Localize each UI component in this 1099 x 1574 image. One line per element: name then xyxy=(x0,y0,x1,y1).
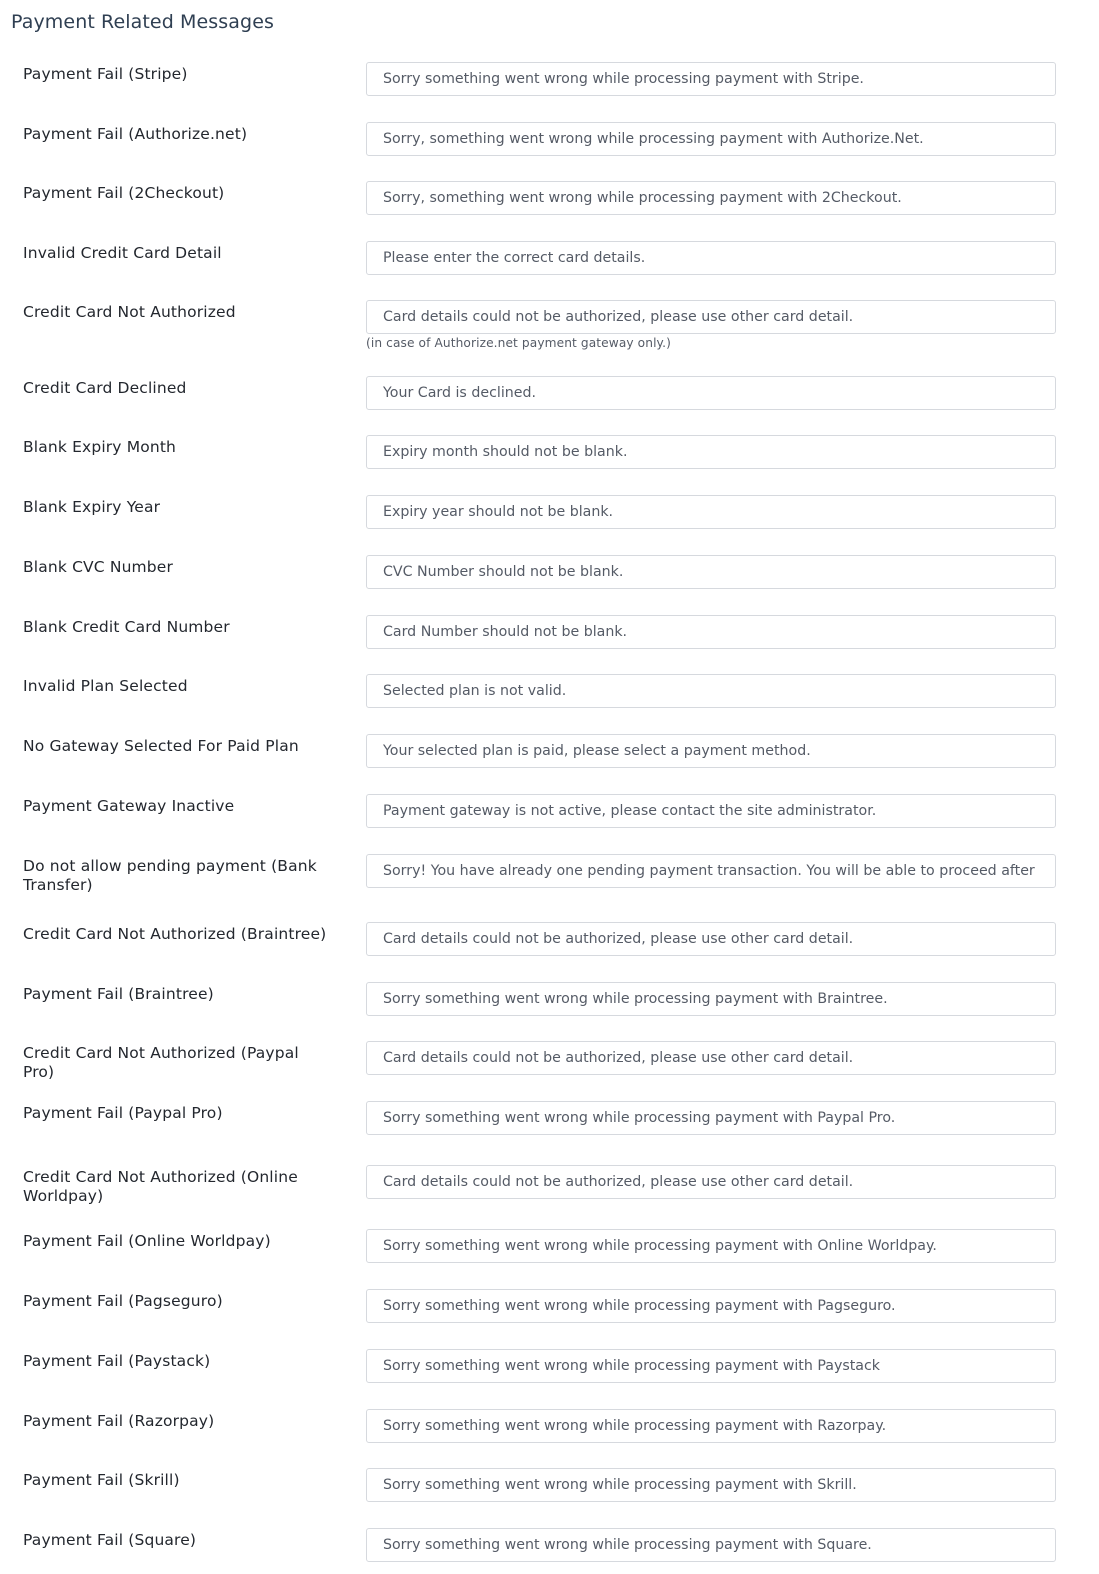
message-input-credit-card-not-authorized[interactable] xyxy=(366,300,1056,334)
message-input-payment-fail-pagseguro[interactable] xyxy=(366,1289,1056,1323)
message-input-payment-fail-razorpay[interactable] xyxy=(366,1409,1056,1443)
field-label: No Gateway Selected For Paid Plan xyxy=(23,737,299,755)
message-input-payment-fail-2checkout[interactable] xyxy=(366,181,1056,215)
message-input-payment-fail-square[interactable] xyxy=(366,1528,1056,1562)
field-label: Credit Card Not Authorized xyxy=(23,303,236,321)
field-label: Payment Fail (Paystack) xyxy=(23,1352,211,1370)
field-label: Payment Fail (Authorize.net) xyxy=(23,125,248,143)
message-input-payment-fail-stripe[interactable] xyxy=(366,62,1056,96)
field-label: Payment Fail (Pagseguro) xyxy=(23,1292,223,1310)
field-label: Credit Card Not Authorized (Paypal Pro) xyxy=(23,1044,299,1081)
message-input-invalid-credit-card-detail[interactable] xyxy=(366,241,1056,275)
message-input-payment-gateway-inactive[interactable] xyxy=(366,794,1056,828)
field-label: Payment Fail (2Checkout) xyxy=(23,184,225,202)
message-input-payment-fail-paypal-pro[interactable] xyxy=(366,1101,1056,1135)
field-label: Payment Fail (Skrill) xyxy=(23,1471,180,1489)
message-input-payment-fail-authorize-net[interactable] xyxy=(366,122,1056,156)
message-input-payment-fail-skrill[interactable] xyxy=(366,1468,1056,1502)
field-label: Payment Fail (Paypal Pro) xyxy=(23,1104,223,1122)
field-label: Payment Fail (Online Worldpay) xyxy=(23,1232,271,1250)
message-input-credit-card-not-authorized-braintree[interactable] xyxy=(366,922,1056,956)
field-label: Invalid Credit Card Detail xyxy=(23,244,222,262)
message-input-blank-credit-card-number[interactable] xyxy=(366,615,1056,649)
field-label: Payment Gateway Inactive xyxy=(23,797,235,815)
field-label: Payment Fail (Razorpay) xyxy=(23,1412,215,1430)
section-title: Payment Related Messages xyxy=(11,11,274,33)
field-label: Credit Card Not Authorized (Online Worldpay) xyxy=(23,1168,298,1205)
message-input-pending-payment-bank-transfer[interactable] xyxy=(366,854,1056,888)
message-input-payment-fail-online-worldpay[interactable] xyxy=(366,1229,1056,1263)
message-input-blank-expiry-year[interactable] xyxy=(366,495,1056,529)
message-input-no-gateway-selected[interactable] xyxy=(366,734,1056,768)
field-label: Credit Card Declined xyxy=(23,379,187,397)
field-label: Payment Fail (Braintree) xyxy=(23,985,214,1003)
field-label: Blank Expiry Year xyxy=(23,498,161,516)
message-input-invalid-plan-selected[interactable] xyxy=(366,674,1056,708)
message-input-payment-fail-braintree[interactable] xyxy=(366,982,1056,1016)
field-label: Blank CVC Number xyxy=(23,558,174,576)
message-input-payment-fail-paystack[interactable] xyxy=(366,1349,1056,1383)
message-input-credit-card-not-authorized-online-worldpay[interactable] xyxy=(366,1165,1056,1199)
field-label: Do not allow pending payment (Bank Transfer) xyxy=(23,857,317,894)
field-hint: (in case of Authorize.net payment gateway only.) xyxy=(366,336,671,350)
message-input-blank-expiry-month[interactable] xyxy=(366,435,1056,469)
field-label: Blank Credit Card Number xyxy=(23,618,230,636)
message-input-credit-card-not-authorized-paypal-pro[interactable] xyxy=(366,1041,1056,1075)
field-label: Invalid Plan Selected xyxy=(23,677,188,695)
message-input-blank-cvc-number[interactable] xyxy=(366,555,1056,589)
field-label: Credit Card Not Authorized (Braintree) xyxy=(23,925,327,943)
field-label: Payment Fail (Square) xyxy=(23,1531,197,1549)
field-label: Payment Fail (Stripe) xyxy=(23,65,188,83)
message-input-credit-card-declined[interactable] xyxy=(366,376,1056,410)
field-label: Blank Expiry Month xyxy=(23,438,177,456)
